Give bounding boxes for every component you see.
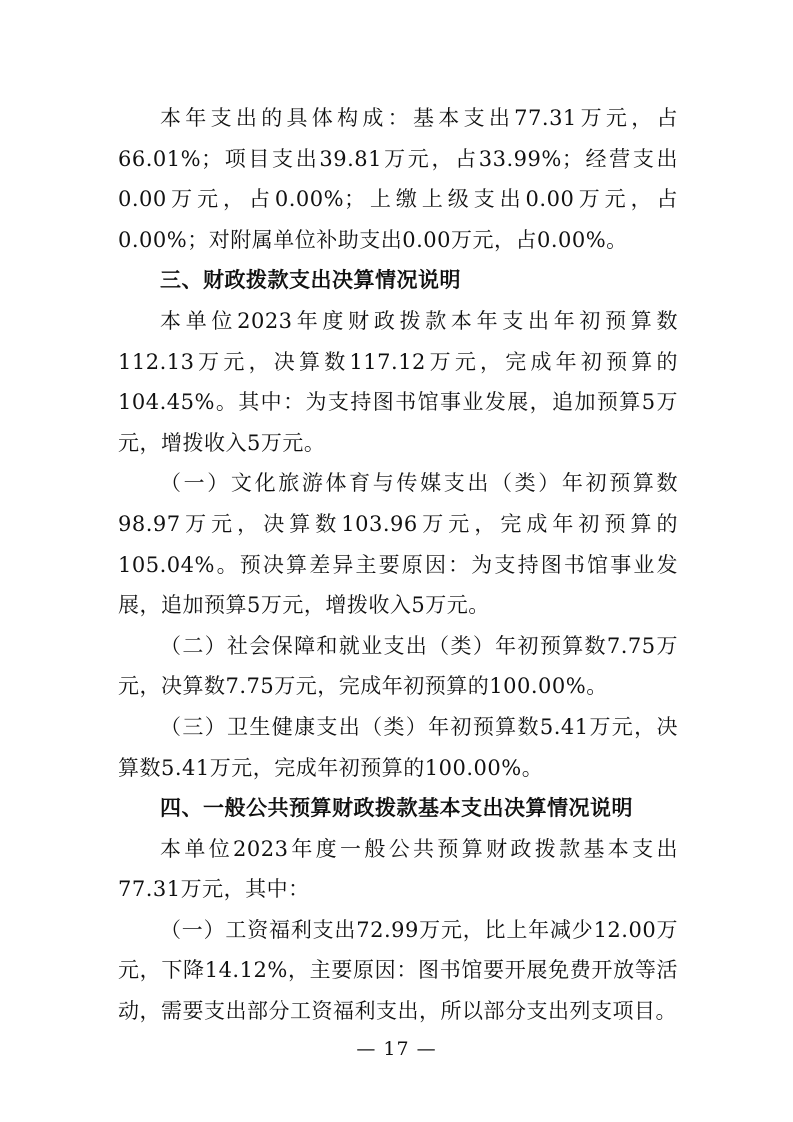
page-number: — 17 — xyxy=(356,1038,437,1060)
culture-tourism-item: （一）文化旅游体育与传媒支出（类）年初预算数98.97万元，决算数103.96万元，完成年初预算的105.04%。预决算差异主要原因：为支持图书馆事业发展，追加预算5万元，增拨收入5万元。 xyxy=(118,471,678,618)
section-three-heading: 三、财政拨款支出决算情况说明 xyxy=(160,268,461,293)
expenditure-composition-paragraph: 本年支出的具体构成：基本支出77.31万元，占66.01%；项目支出39.81万元，占33.99%；经营支出0.00万元，占0.00%；上缴上级支出0.00万元，占0.00%；对附属单位补助支出0.00万元，占0.00%。 xyxy=(118,106,678,252)
salary-welfare-item: （一）工资福利支出72.99万元，比上年减少12.00万元，下降14.12%，主要原因：图书馆要开展免费开放等活动，需要支出部分工资福利支出，所以部分支出列支项目。 xyxy=(118,917,678,1024)
fiscal-allocation-paragraph: 本单位2023年度财政拨款本年支出年初预算数112.13万元，决算数117.12万元，完成年初预算的104.45%。其中：为支持图书馆事业发展，追加预算5万元，增拨收入5万元。 xyxy=(118,308,678,455)
social-security-item: （二）社会保障和就业支出（类）年初预算数7.75万元，决算数7.75万元，完成年初预算的100.00%。 xyxy=(118,633,678,699)
health-item: （三）卫生健康支出（类）年初预算数5.41万元，决算数5.41万元，完成年初预算的100.00%。 xyxy=(118,714,678,780)
basic-expenditure-paragraph: 本单位2023年度一般公共预算财政拨款基本支出77.31万元，其中： xyxy=(118,836,678,902)
section-four-heading: 四、一般公共预算财政拨款基本支出决算情况说明 xyxy=(160,796,633,821)
body-text xyxy=(118,98,678,1032)
